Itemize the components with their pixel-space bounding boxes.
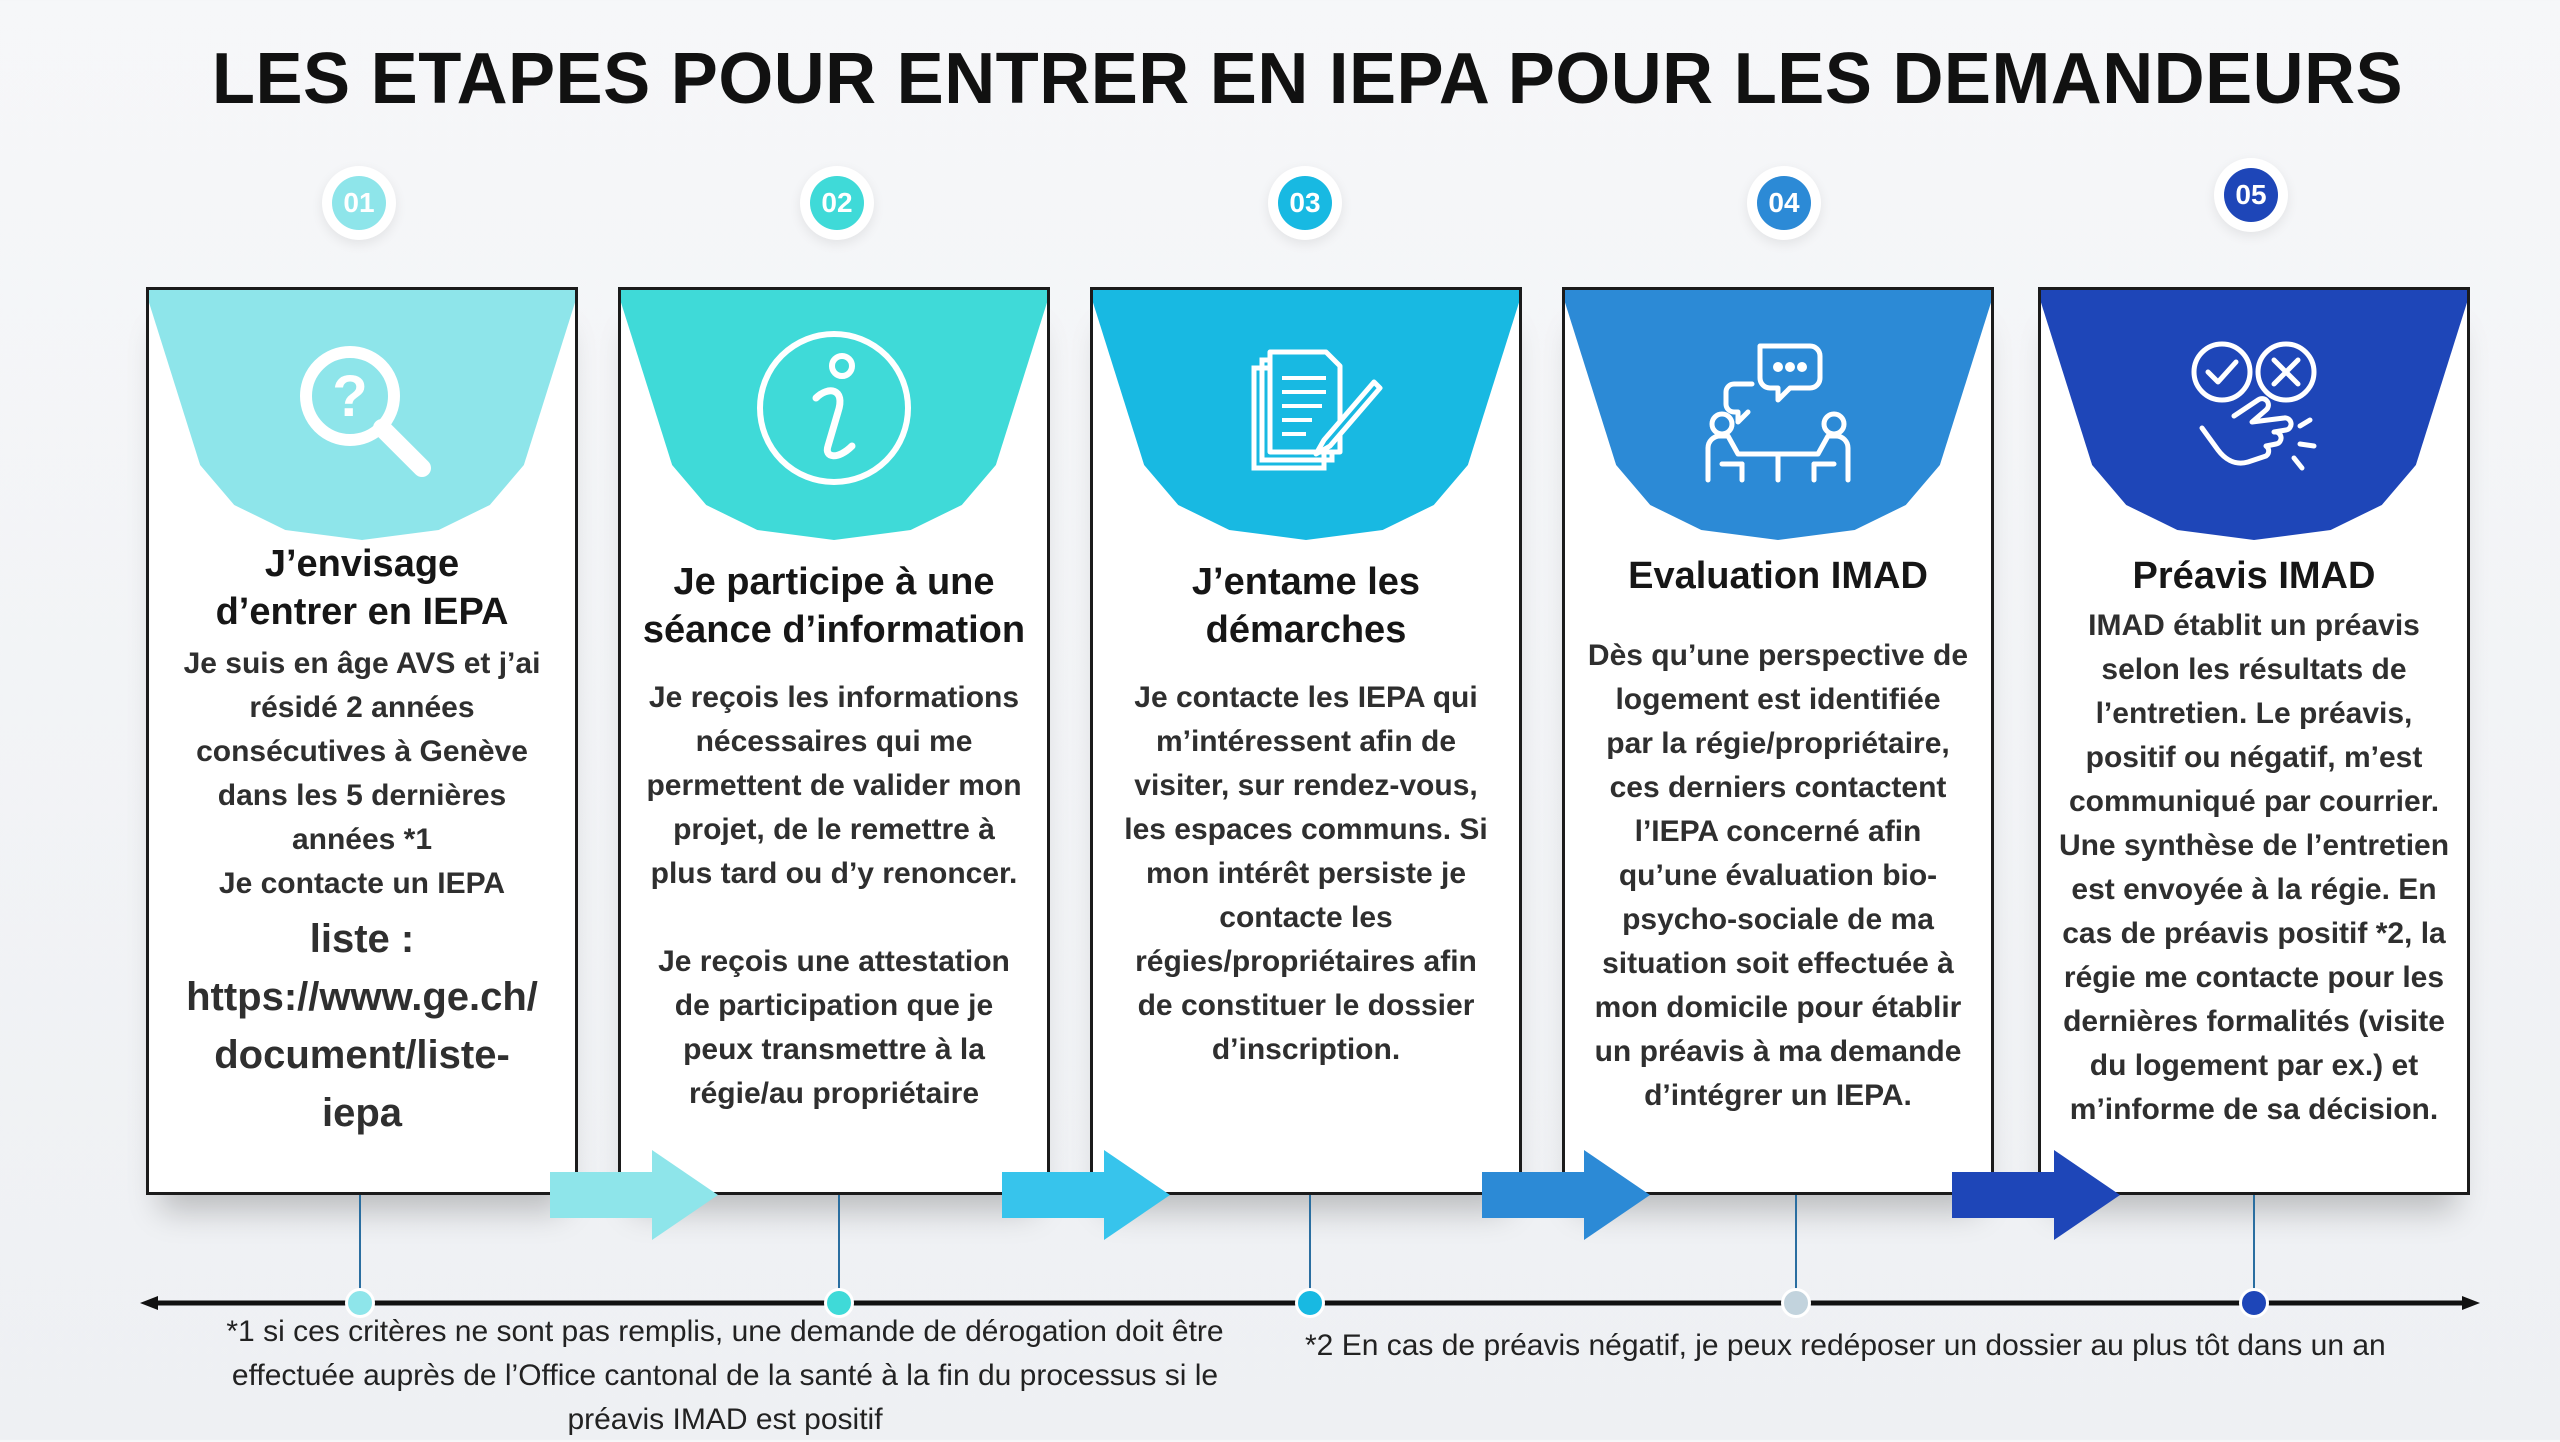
step-description-1: Je suis en âge AVS et j’ai résidé 2 années consécutives à Genève dans les 5 dernières années *1 Je contacte un IEPA [183, 647, 541, 900]
step-description-5: IMAD établit un préavis selon les résultats de l’entretien. Le préavis, positif ou négatif, m’est communiqué par courrier. Une synthèse de l’entretien est envoyée à la régie. En cas de préavis positif *2, la régie me contacte pour les dernières formalités (visite du logement par ex.) et m’informe de sa décision. [2058, 609, 2450, 1126]
step-number-badge-5 [2214, 158, 2288, 232]
step-title-1: J’envisage d’entrer en IEPA [215, 543, 509, 633]
decision-check-cross-icon [2174, 328, 2334, 488]
step-number-4: 04 [1757, 176, 1811, 230]
timeline-connector-1 [359, 1195, 361, 1301]
step-description-2: Je reçois les informations nécessaires qui me permettent de valider mon projet, de le remettre à plus tard ou d’y renoncer. Je reçois une attestation de participation que je peux transmettre à la régie/au propriétaire [646, 681, 1022, 1110]
step-description-4: Dès qu’une perspective de logement est identifiée par la régie/propriétaire, ces derniers contactent l’IEPA concerné afin qu’une évaluation bio- psycho-sociale de ma situation soit effectuée à mon domicile pour établir un préavis à ma demande d’intégrer un IEPA. [1587, 639, 1969, 1112]
footnote-1: *1 si ces critères ne sont pas remplis, une demande de dérogation doit être effectuée auprès de l’Office cantonal de la santé à la fin du processus si le préavis IMAD est positif [226, 1315, 1224, 1436]
page-title: LES ETAPES POUR ENTRER EN IEPA POUR LES DEMANDEURS [211, 39, 2404, 119]
step-description-3: Je contacte les IEPA qui m’intéressent afin de visiter, sur rendez-vous, les espaces communs. Si mon intérêt persiste je contacte les régies/propriétaires afin de constituer le dossier d’inscription. [1124, 681, 1488, 1066]
footnote-2: *2 En cas de préavis négatif, je peux redéposer un dossier au plus tôt dans un an [1305, 1329, 2386, 1362]
step-number-2: 02 [810, 176, 864, 230]
step-number-badge-3 [1268, 166, 1342, 240]
step-title-2: Je participe à une séance d’information [642, 561, 1026, 651]
timeline-connector-3 [1309, 1195, 1311, 1301]
step-number-3: 03 [1278, 176, 1332, 230]
search-question-icon [282, 328, 442, 488]
step-title-5: Préavis IMAD [2132, 555, 2376, 597]
timeline-connector-2 [838, 1195, 840, 1301]
step-card-4 [1562, 287, 1994, 1195]
timeline-connector-4 [1795, 1195, 1797, 1301]
step-arrow-4 [1952, 1150, 2122, 1240]
step-arrow-1 [550, 1150, 720, 1240]
step-title-3: J’entame les démarches [1191, 561, 1421, 651]
meeting-icon [1698, 328, 1858, 488]
svg-text:?: ? [332, 364, 368, 429]
step-card-2 [618, 287, 1050, 1195]
step-number-badge-4 [1747, 166, 1821, 240]
step-title-4: Evaluation IMAD [1628, 555, 1928, 597]
iepa-list-link[interactable]: liste : https://www.ge.ch/ document/liste- iepa [186, 917, 538, 1135]
timeline-dot-5 [2239, 1288, 2269, 1318]
step-number-5: 05 [2224, 168, 2278, 222]
timeline-dot-4 [1781, 1288, 1811, 1318]
step-number-1: 01 [332, 176, 386, 230]
step-arrow-2 [1002, 1150, 1172, 1240]
step-arrow-3 [1482, 1150, 1652, 1240]
step-number-badge-2 [800, 166, 874, 240]
info-icon [754, 328, 914, 488]
step-card-1 [146, 287, 578, 1195]
step-card-5 [2038, 287, 2470, 1195]
step-card-3 [1090, 287, 1522, 1195]
step-number-badge-1 [322, 166, 396, 240]
timeline-connector-5 [2253, 1195, 2255, 1301]
documents-pen-icon [1226, 328, 1386, 488]
